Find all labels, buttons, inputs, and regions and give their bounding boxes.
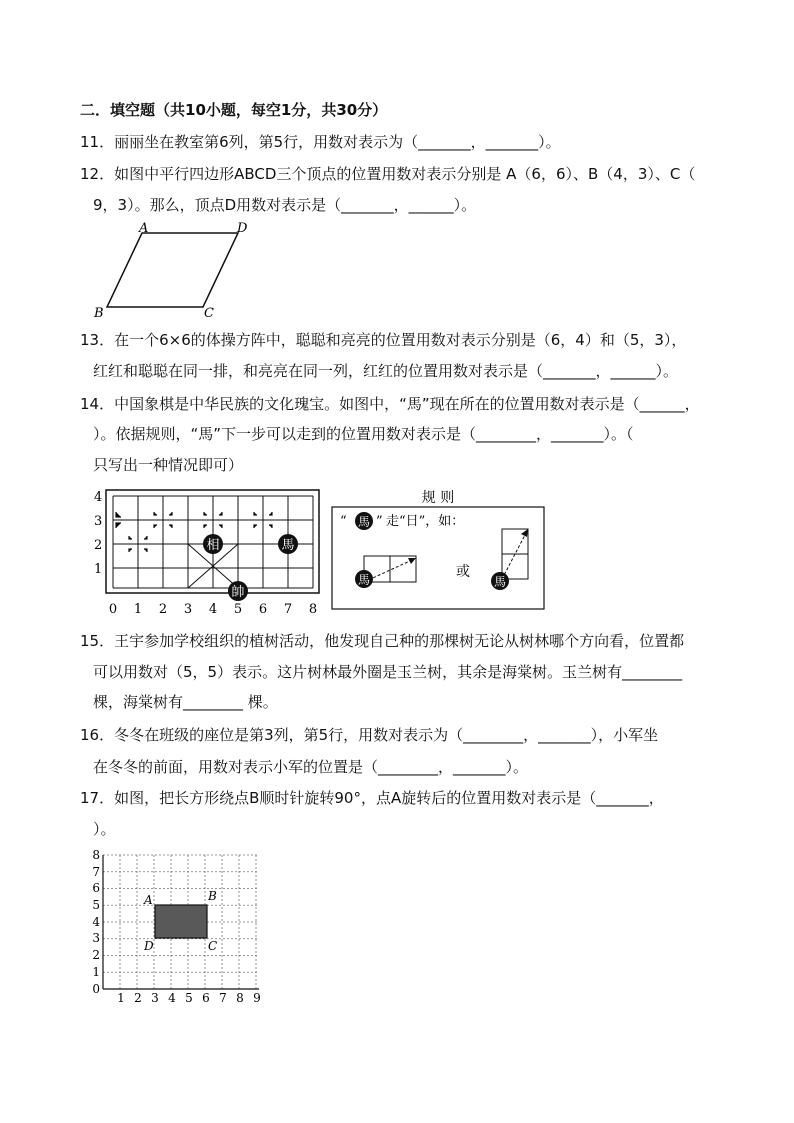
- x-tick-3: 3: [151, 991, 159, 1005]
- vertex-c-label: C: [204, 306, 214, 320]
- x-tick-5: 5: [185, 991, 193, 1005]
- rule-title: 规 则: [421, 490, 455, 506]
- vertical-example-ma-label: 馬: [493, 575, 507, 589]
- x-tick-2: 2: [158, 602, 168, 617]
- y-tick-4: 4: [94, 490, 103, 505]
- x-tick-0: 0: [108, 602, 118, 617]
- question-17-line-1: 17．如图，把长方形绕点B顺时针旋转90°，点A旋转后的位置用数对表示是（_______，: [80, 789, 664, 807]
- x-tick-6: 6: [258, 602, 268, 617]
- question-13-line-2: 红红和聪聪在同一排，和亮亮在同一列，红红的位置用数对表示是（_______，______）。: [93, 362, 679, 380]
- y-tick-2: 2: [94, 538, 103, 553]
- question-12-line-2: 9，3）。那么，顶点D用数对表示是（_______，______）。: [93, 196, 477, 214]
- y-tick-1: 1: [94, 562, 103, 577]
- x-tick-8: 8: [308, 602, 318, 617]
- question-15-line-1: 15．王宇参加学校组织的植树活动，他发现自己种的那棵树无论从树林哪个方向看，位置都: [80, 632, 685, 650]
- vertex-b-label: B: [94, 306, 104, 320]
- position-marks: [116, 512, 272, 552]
- rule-box-figure: [328, 484, 548, 619]
- x-tick-8: 8: [236, 991, 244, 1005]
- y-tick-6: 6: [92, 881, 100, 895]
- y-tick-0: 0: [92, 982, 100, 996]
- y-tick-7: 7: [92, 865, 100, 879]
- x-tick-7: 7: [219, 991, 227, 1005]
- x-tick-3: 3: [183, 602, 193, 617]
- point-a-label: A: [144, 893, 153, 907]
- shuai-piece-label: 帥: [231, 585, 245, 600]
- question-14-line-1: 14．中国象棋是中华民族的文化瑰宝。如图中，“馬”现在所在的位置用数对表示是（______，: [80, 395, 700, 413]
- x-tick-1: 1: [133, 602, 143, 617]
- chess-board-figure: [88, 484, 328, 619]
- y-tick-8: 8: [92, 848, 100, 862]
- rule-or: 或: [456, 564, 470, 580]
- point-d-label: D: [144, 939, 154, 953]
- x-tick-9: 9: [253, 991, 261, 1005]
- rectangle-abcd: [155, 905, 207, 938]
- question-11: 11．丽丽坐在教室第6列，第5行，用数对表示为（_______，_______）。: [80, 133, 561, 151]
- question-16-line-2: 在冬冬的前面，用数对表示小军的位置是（________，_______）。: [93, 758, 529, 776]
- x-tick-4: 4: [168, 991, 176, 1005]
- x-tick-4: 4: [208, 602, 218, 617]
- coordinate-grid-figure: [86, 846, 271, 1006]
- x-tick-7: 7: [283, 602, 293, 617]
- question-17-line-2: ）。: [93, 820, 116, 838]
- point-c-label: C: [208, 939, 218, 953]
- x-tick-6: 6: [202, 991, 210, 1005]
- vertical-example-arrow: [502, 533, 526, 579]
- y-tick-3: 3: [92, 931, 100, 945]
- horizontal-example-ma-label: 馬: [357, 573, 371, 587]
- rule-open-quote: “: [340, 514, 347, 529]
- y-tick-1: 1: [92, 965, 100, 979]
- parallelogram-figure: [90, 220, 260, 320]
- y-tick-5: 5: [92, 898, 100, 912]
- x-tick-2: 2: [134, 991, 142, 1005]
- y-tick-3: 3: [94, 514, 103, 529]
- vertex-d-label: D: [237, 221, 248, 236]
- section-title: 二．填空题（共10小题，每空1分，共30分）: [80, 101, 388, 119]
- x-tick-5: 5: [233, 602, 243, 617]
- rule-ma-piece-label: 馬: [357, 515, 371, 529]
- rule-close-quote: ”: [376, 514, 383, 529]
- parallelogram-abcd: [107, 233, 238, 307]
- y-tick-4: 4: [92, 915, 100, 929]
- xiang-piece-label: 相: [206, 538, 220, 553]
- question-15-line-3: 棵，海棠树有________ 棵。: [93, 693, 278, 711]
- x-tick-1: 1: [117, 991, 125, 1005]
- question-14-line-3: 只写出一种情况即可）: [93, 456, 244, 474]
- question-12-line-1: 12．如图中平行四边形ABCD三个顶点的位置用数对表示分别是 A（6，6）、B（4，3）、C（: [80, 165, 696, 183]
- ma-piece-label: 馬: [281, 538, 295, 553]
- question-15-line-2: 可以用数对（5，5）表示。这片树林最外圈是玉兰树，其余是海棠树。玉兰树有________: [93, 663, 683, 681]
- vertex-a-label: A: [139, 221, 149, 236]
- question-14-line-2: ）。依据规则，“馬”下一步可以走到的位置用数对表示是（________，_______）。（: [93, 425, 634, 443]
- point-b-label: B: [208, 889, 217, 903]
- y-tick-2: 2: [92, 948, 100, 962]
- question-16-line-1: 16．冬冬在班级的座位是第3列，第5行，用数对表示为（________，_______），小军坐: [80, 726, 659, 744]
- question-13-line-1: 13．在一个6×6的体操方阵中，聪聪和亮亮的位置用数对表示分别是（6，4）和（5，3），: [80, 331, 687, 349]
- rule-text: 走“日”，如：: [386, 514, 465, 529]
